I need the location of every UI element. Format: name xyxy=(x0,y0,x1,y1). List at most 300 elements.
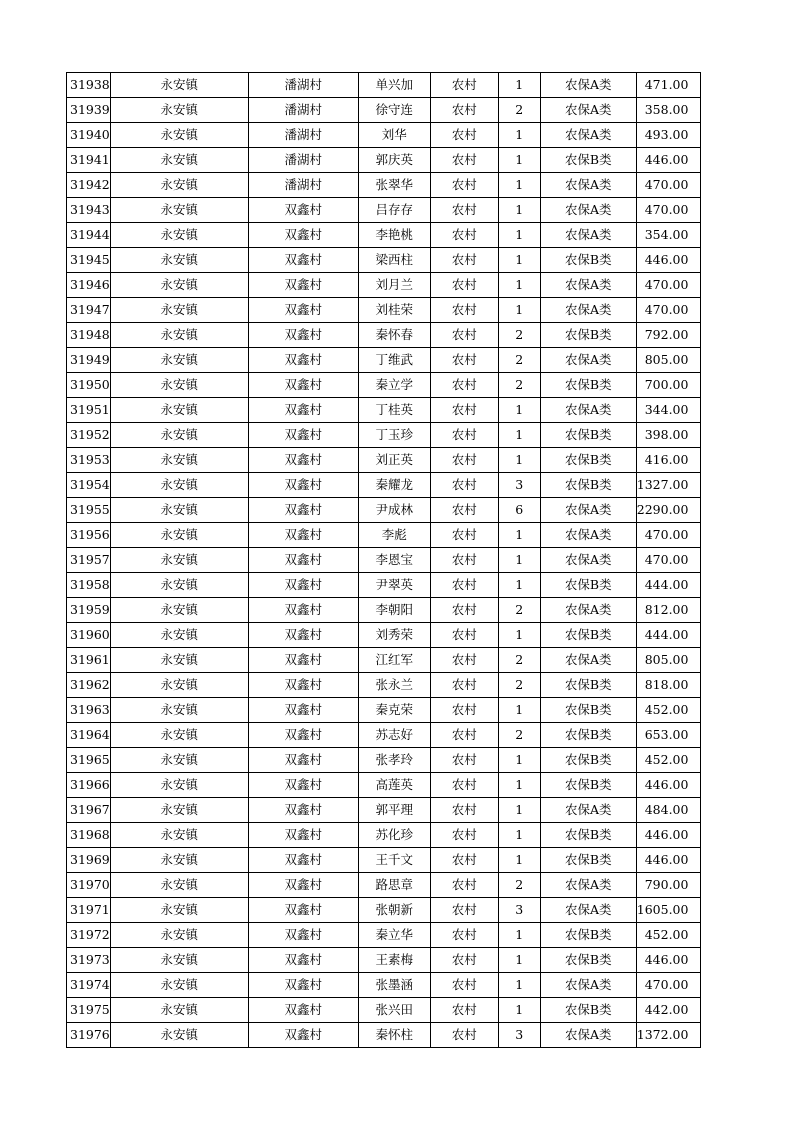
village-cell: 双鑫村 xyxy=(248,198,358,223)
town-cell: 永安镇 xyxy=(110,573,248,598)
benefit-category-cell: 农保B类 xyxy=(540,923,636,948)
area-type-cell: 农村 xyxy=(430,598,498,623)
area-type-cell: 农村 xyxy=(430,748,498,773)
recipient-name-cell: 刘华 xyxy=(358,123,430,148)
table-row xyxy=(67,998,701,1023)
area-type-cell: 农村 xyxy=(430,198,498,223)
benefit-category-cell: 农保B类 xyxy=(540,248,636,273)
table-row xyxy=(67,873,701,898)
household-size-cell: 1 xyxy=(498,448,540,473)
town-cell: 永安镇 xyxy=(110,873,248,898)
benefit-category-cell: 农保B类 xyxy=(540,323,636,348)
table-row xyxy=(67,498,701,523)
recipient-name-cell: 李彪 xyxy=(358,523,430,548)
table-row xyxy=(67,373,701,398)
area-type-cell: 农村 xyxy=(430,798,498,823)
table-row xyxy=(67,223,701,248)
benefit-category-cell: 农保B类 xyxy=(540,373,636,398)
benefit-category-cell: 农保A类 xyxy=(540,123,636,148)
record-number-cell: 31939 xyxy=(67,98,111,123)
table-row xyxy=(67,123,701,148)
amount-cell: 493.00 xyxy=(636,123,701,148)
village-cell: 双鑫村 xyxy=(248,898,358,923)
town-cell: 永安镇 xyxy=(110,523,248,548)
recipient-name-cell: 丁桂英 xyxy=(358,398,430,423)
record-number-cell: 31975 xyxy=(67,998,111,1023)
household-size-cell: 1 xyxy=(498,973,540,998)
village-cell: 双鑫村 xyxy=(248,773,358,798)
amount-cell: 470.00 xyxy=(636,173,701,198)
household-size-cell: 1 xyxy=(498,823,540,848)
town-cell: 永安镇 xyxy=(110,948,248,973)
village-cell: 潘湖村 xyxy=(248,73,358,98)
record-number-cell: 31942 xyxy=(67,173,111,198)
relief-roster-table xyxy=(66,72,701,1048)
village-cell: 双鑫村 xyxy=(248,1023,358,1048)
benefit-category-cell: 农保B类 xyxy=(540,948,636,973)
village-cell: 双鑫村 xyxy=(248,698,358,723)
area-type-cell: 农村 xyxy=(430,548,498,573)
village-cell: 潘湖村 xyxy=(248,98,358,123)
recipient-name-cell: 刘桂荣 xyxy=(358,298,430,323)
record-number-cell: 31961 xyxy=(67,648,111,673)
village-cell: 双鑫村 xyxy=(248,598,358,623)
household-size-cell: 1 xyxy=(498,248,540,273)
recipient-name-cell: 路思章 xyxy=(358,873,430,898)
area-type-cell: 农村 xyxy=(430,648,498,673)
household-size-cell: 1 xyxy=(498,223,540,248)
town-cell: 永安镇 xyxy=(110,773,248,798)
area-type-cell: 农村 xyxy=(430,173,498,198)
area-type-cell: 农村 xyxy=(430,698,498,723)
record-number-cell: 31958 xyxy=(67,573,111,598)
amount-cell: 470.00 xyxy=(636,548,701,573)
town-cell: 永安镇 xyxy=(110,148,248,173)
table-row xyxy=(67,98,701,123)
town-cell: 永安镇 xyxy=(110,423,248,448)
amount-cell: 452.00 xyxy=(636,748,701,773)
area-type-cell: 农村 xyxy=(430,1023,498,1048)
table-row xyxy=(67,173,701,198)
record-number-cell: 31955 xyxy=(67,498,111,523)
area-type-cell: 农村 xyxy=(430,373,498,398)
area-type-cell: 农村 xyxy=(430,773,498,798)
area-type-cell: 农村 xyxy=(430,273,498,298)
amount-cell: 446.00 xyxy=(636,148,701,173)
recipient-name-cell: 秦怀柱 xyxy=(358,1023,430,1048)
record-number-cell: 31956 xyxy=(67,523,111,548)
village-cell: 双鑫村 xyxy=(248,548,358,573)
village-cell: 双鑫村 xyxy=(248,648,358,673)
village-cell: 双鑫村 xyxy=(248,623,358,648)
household-size-cell: 1 xyxy=(498,73,540,98)
village-cell: 双鑫村 xyxy=(248,348,358,373)
recipient-name-cell: 苏化珍 xyxy=(358,823,430,848)
record-number-cell: 31945 xyxy=(67,248,111,273)
record-number-cell: 31954 xyxy=(67,473,111,498)
record-number-cell: 31953 xyxy=(67,448,111,473)
town-cell: 永安镇 xyxy=(110,323,248,348)
table-row xyxy=(67,973,701,998)
household-size-cell: 1 xyxy=(498,948,540,973)
amount-cell: 442.00 xyxy=(636,998,701,1023)
area-type-cell: 农村 xyxy=(430,448,498,473)
town-cell: 永安镇 xyxy=(110,973,248,998)
town-cell: 永安镇 xyxy=(110,598,248,623)
town-cell: 永安镇 xyxy=(110,798,248,823)
village-cell: 双鑫村 xyxy=(248,498,358,523)
area-type-cell: 农村 xyxy=(430,73,498,98)
record-number-cell: 31947 xyxy=(67,298,111,323)
household-size-cell: 1 xyxy=(498,173,540,198)
household-size-cell: 1 xyxy=(498,148,540,173)
household-size-cell: 1 xyxy=(498,773,540,798)
village-cell: 双鑫村 xyxy=(248,473,358,498)
village-cell: 双鑫村 xyxy=(248,848,358,873)
amount-cell: 444.00 xyxy=(636,623,701,648)
household-size-cell: 2 xyxy=(498,598,540,623)
table-row xyxy=(67,798,701,823)
village-cell: 双鑫村 xyxy=(248,423,358,448)
table-row xyxy=(67,273,701,298)
recipient-name-cell: 徐守连 xyxy=(358,98,430,123)
town-cell: 永安镇 xyxy=(110,98,248,123)
amount-cell: 446.00 xyxy=(636,948,701,973)
recipient-name-cell: 郭庆英 xyxy=(358,148,430,173)
town-cell: 永安镇 xyxy=(110,898,248,923)
area-type-cell: 农村 xyxy=(430,98,498,123)
table-row xyxy=(67,623,701,648)
recipient-name-cell: 张墨涵 xyxy=(358,973,430,998)
area-type-cell: 农村 xyxy=(430,723,498,748)
record-number-cell: 31966 xyxy=(67,773,111,798)
village-cell: 双鑫村 xyxy=(248,248,358,273)
benefit-category-cell: 农保A类 xyxy=(540,1023,636,1048)
amount-cell: 452.00 xyxy=(636,698,701,723)
town-cell: 永安镇 xyxy=(110,548,248,573)
town-cell: 永安镇 xyxy=(110,398,248,423)
record-number-cell: 31967 xyxy=(67,798,111,823)
area-type-cell: 农村 xyxy=(430,673,498,698)
amount-cell: 358.00 xyxy=(636,98,701,123)
recipient-name-cell: 高莲英 xyxy=(358,773,430,798)
record-number-cell: 31965 xyxy=(67,748,111,773)
town-cell: 永安镇 xyxy=(110,123,248,148)
table-row xyxy=(67,698,701,723)
area-type-cell: 农村 xyxy=(430,223,498,248)
household-size-cell: 2 xyxy=(498,98,540,123)
village-cell: 双鑫村 xyxy=(248,373,358,398)
benefit-category-cell: 农保A类 xyxy=(540,98,636,123)
table-row xyxy=(67,1023,701,1048)
village-cell: 双鑫村 xyxy=(248,823,358,848)
household-size-cell: 1 xyxy=(498,748,540,773)
benefit-category-cell: 农保A类 xyxy=(540,223,636,248)
area-type-cell: 农村 xyxy=(430,873,498,898)
village-cell: 双鑫村 xyxy=(248,223,358,248)
village-cell: 双鑫村 xyxy=(248,273,358,298)
benefit-category-cell: 农保B类 xyxy=(540,723,636,748)
area-type-cell: 农村 xyxy=(430,498,498,523)
recipient-name-cell: 张兴田 xyxy=(358,998,430,1023)
area-type-cell: 农村 xyxy=(430,948,498,973)
recipient-name-cell: 吕存存 xyxy=(358,198,430,223)
amount-cell: 471.00 xyxy=(636,73,701,98)
town-cell: 永安镇 xyxy=(110,373,248,398)
table-row xyxy=(67,723,701,748)
household-size-cell: 1 xyxy=(498,573,540,598)
record-number-cell: 31952 xyxy=(67,423,111,448)
recipient-name-cell: 郭平理 xyxy=(358,798,430,823)
household-size-cell: 1 xyxy=(498,798,540,823)
recipient-name-cell: 丁维武 xyxy=(358,348,430,373)
benefit-category-cell: 农保B类 xyxy=(540,448,636,473)
amount-cell: 792.00 xyxy=(636,323,701,348)
record-number-cell: 31968 xyxy=(67,823,111,848)
household-size-cell: 2 xyxy=(498,323,540,348)
table-row xyxy=(67,198,701,223)
recipient-name-cell: 王素梅 xyxy=(358,948,430,973)
record-number-cell: 31944 xyxy=(67,223,111,248)
town-cell: 永安镇 xyxy=(110,348,248,373)
area-type-cell: 农村 xyxy=(430,973,498,998)
household-size-cell: 2 xyxy=(498,373,540,398)
amount-cell: 790.00 xyxy=(636,873,701,898)
village-cell: 潘湖村 xyxy=(248,173,358,198)
table-row xyxy=(67,398,701,423)
recipient-name-cell: 李朝阳 xyxy=(358,598,430,623)
recipient-name-cell: 尹翠英 xyxy=(358,573,430,598)
benefit-category-cell: 农保B类 xyxy=(540,148,636,173)
household-size-cell: 1 xyxy=(498,273,540,298)
recipient-name-cell: 丁玉珍 xyxy=(358,423,430,448)
table-row xyxy=(67,773,701,798)
record-number-cell: 31941 xyxy=(67,148,111,173)
recipient-name-cell: 秦耀龙 xyxy=(358,473,430,498)
table-row xyxy=(67,298,701,323)
recipient-name-cell: 秦立华 xyxy=(358,923,430,948)
record-number-cell: 31950 xyxy=(67,373,111,398)
town-cell: 永安镇 xyxy=(110,273,248,298)
town-cell: 永安镇 xyxy=(110,748,248,773)
table-row xyxy=(67,248,701,273)
household-size-cell: 1 xyxy=(498,198,540,223)
area-type-cell: 农村 xyxy=(430,573,498,598)
table-body xyxy=(67,73,701,1048)
household-size-cell: 1 xyxy=(498,123,540,148)
town-cell: 永安镇 xyxy=(110,198,248,223)
benefit-category-cell: 农保B类 xyxy=(540,698,636,723)
record-number-cell: 31960 xyxy=(67,623,111,648)
amount-cell: 344.00 xyxy=(636,398,701,423)
record-number-cell: 31963 xyxy=(67,698,111,723)
village-cell: 双鑫村 xyxy=(248,723,358,748)
household-size-cell: 2 xyxy=(498,673,540,698)
benefit-category-cell: 农保B类 xyxy=(540,573,636,598)
area-type-cell: 农村 xyxy=(430,923,498,948)
town-cell: 永安镇 xyxy=(110,498,248,523)
recipient-name-cell: 尹成林 xyxy=(358,498,430,523)
benefit-category-cell: 农保B类 xyxy=(540,848,636,873)
benefit-category-cell: 农保A类 xyxy=(540,348,636,373)
table-row xyxy=(67,448,701,473)
table-row xyxy=(67,423,701,448)
village-cell: 双鑫村 xyxy=(248,448,358,473)
household-size-cell: 2 xyxy=(498,348,540,373)
amount-cell: 354.00 xyxy=(636,223,701,248)
record-number-cell: 31976 xyxy=(67,1023,111,1048)
table-row xyxy=(67,573,701,598)
record-number-cell: 31964 xyxy=(67,723,111,748)
town-cell: 永安镇 xyxy=(110,848,248,873)
area-type-cell: 农村 xyxy=(430,623,498,648)
village-cell: 双鑫村 xyxy=(248,323,358,348)
benefit-category-cell: 农保A类 xyxy=(540,798,636,823)
benefit-category-cell: 农保A类 xyxy=(540,273,636,298)
village-cell: 双鑫村 xyxy=(248,748,358,773)
table-row xyxy=(67,823,701,848)
amount-cell: 446.00 xyxy=(636,248,701,273)
benefit-category-cell: 农保B类 xyxy=(540,673,636,698)
village-cell: 潘湖村 xyxy=(248,123,358,148)
amount-cell: 470.00 xyxy=(636,273,701,298)
town-cell: 永安镇 xyxy=(110,473,248,498)
town-cell: 永安镇 xyxy=(110,648,248,673)
area-type-cell: 农村 xyxy=(430,823,498,848)
area-type-cell: 农村 xyxy=(430,298,498,323)
amount-cell: 470.00 xyxy=(636,298,701,323)
table-row xyxy=(67,73,701,98)
record-number-cell: 31938 xyxy=(67,73,111,98)
village-cell: 双鑫村 xyxy=(248,573,358,598)
household-size-cell: 1 xyxy=(498,698,540,723)
town-cell: 永安镇 xyxy=(110,823,248,848)
table-row xyxy=(67,148,701,173)
table-row xyxy=(67,648,701,673)
record-number-cell: 31974 xyxy=(67,973,111,998)
recipient-name-cell: 梁西柱 xyxy=(358,248,430,273)
benefit-category-cell: 农保A类 xyxy=(540,73,636,98)
area-type-cell: 农村 xyxy=(430,473,498,498)
town-cell: 永安镇 xyxy=(110,623,248,648)
table-row xyxy=(67,948,701,973)
amount-cell: 805.00 xyxy=(636,348,701,373)
town-cell: 永安镇 xyxy=(110,248,248,273)
amount-cell: 818.00 xyxy=(636,673,701,698)
benefit-category-cell: 农保B类 xyxy=(540,623,636,648)
household-size-cell: 1 xyxy=(498,548,540,573)
village-cell: 潘湖村 xyxy=(248,148,358,173)
area-type-cell: 农村 xyxy=(430,123,498,148)
village-cell: 双鑫村 xyxy=(248,798,358,823)
village-cell: 双鑫村 xyxy=(248,948,358,973)
household-size-cell: 3 xyxy=(498,898,540,923)
benefit-category-cell: 农保B类 xyxy=(540,473,636,498)
area-type-cell: 农村 xyxy=(430,898,498,923)
recipient-name-cell: 张永兰 xyxy=(358,673,430,698)
amount-cell: 805.00 xyxy=(636,648,701,673)
recipient-name-cell: 刘月兰 xyxy=(358,273,430,298)
amount-cell: 812.00 xyxy=(636,598,701,623)
village-cell: 双鑫村 xyxy=(248,298,358,323)
recipient-name-cell: 秦怀春 xyxy=(358,323,430,348)
village-cell: 双鑫村 xyxy=(248,973,358,998)
recipient-name-cell: 张翠华 xyxy=(358,173,430,198)
village-cell: 双鑫村 xyxy=(248,923,358,948)
amount-cell: 398.00 xyxy=(636,423,701,448)
household-size-cell: 6 xyxy=(498,498,540,523)
town-cell: 永安镇 xyxy=(110,698,248,723)
table-row xyxy=(67,923,701,948)
town-cell: 永安镇 xyxy=(110,998,248,1023)
recipient-name-cell: 李艳桃 xyxy=(358,223,430,248)
record-number-cell: 31957 xyxy=(67,548,111,573)
town-cell: 永安镇 xyxy=(110,723,248,748)
area-type-cell: 农村 xyxy=(430,148,498,173)
town-cell: 永安镇 xyxy=(110,223,248,248)
amount-cell: 444.00 xyxy=(636,573,701,598)
record-number-cell: 31946 xyxy=(67,273,111,298)
benefit-category-cell: 农保B类 xyxy=(540,998,636,1023)
recipient-name-cell: 张孝玲 xyxy=(358,748,430,773)
benefit-category-cell: 农保A类 xyxy=(540,198,636,223)
household-size-cell: 2 xyxy=(498,648,540,673)
recipient-name-cell: 江红军 xyxy=(358,648,430,673)
record-number-cell: 31940 xyxy=(67,123,111,148)
town-cell: 永安镇 xyxy=(110,173,248,198)
household-size-cell: 2 xyxy=(498,873,540,898)
benefit-category-cell: 农保A类 xyxy=(540,523,636,548)
benefit-category-cell: 农保B类 xyxy=(540,748,636,773)
recipient-name-cell: 李恩宝 xyxy=(358,548,430,573)
town-cell: 永安镇 xyxy=(110,73,248,98)
household-size-cell: 2 xyxy=(498,723,540,748)
area-type-cell: 农村 xyxy=(430,423,498,448)
amount-cell: 2290.00 xyxy=(636,498,701,523)
household-size-cell: 1 xyxy=(498,998,540,1023)
benefit-category-cell: 农保A类 xyxy=(540,173,636,198)
record-number-cell: 31948 xyxy=(67,323,111,348)
table-row xyxy=(67,523,701,548)
amount-cell: 484.00 xyxy=(636,798,701,823)
town-cell: 永安镇 xyxy=(110,923,248,948)
record-number-cell: 31971 xyxy=(67,898,111,923)
area-type-cell: 农村 xyxy=(430,998,498,1023)
town-cell: 永安镇 xyxy=(110,1023,248,1048)
village-cell: 双鑫村 xyxy=(248,998,358,1023)
household-size-cell: 1 xyxy=(498,423,540,448)
record-number-cell: 31972 xyxy=(67,923,111,948)
village-cell: 双鑫村 xyxy=(248,673,358,698)
amount-cell: 1605.00 xyxy=(636,898,701,923)
table-row xyxy=(67,598,701,623)
record-number-cell: 31949 xyxy=(67,348,111,373)
table-row xyxy=(67,348,701,373)
area-type-cell: 农村 xyxy=(430,248,498,273)
area-type-cell: 农村 xyxy=(430,523,498,548)
record-number-cell: 31962 xyxy=(67,673,111,698)
amount-cell: 700.00 xyxy=(636,373,701,398)
village-cell: 双鑫村 xyxy=(248,398,358,423)
amount-cell: 446.00 xyxy=(636,848,701,873)
record-number-cell: 31969 xyxy=(67,848,111,873)
amount-cell: 446.00 xyxy=(636,823,701,848)
benefit-category-cell: 农保A类 xyxy=(540,498,636,523)
household-size-cell: 3 xyxy=(498,473,540,498)
amount-cell: 452.00 xyxy=(636,923,701,948)
recipient-name-cell: 王千文 xyxy=(358,848,430,873)
town-cell: 永安镇 xyxy=(110,673,248,698)
